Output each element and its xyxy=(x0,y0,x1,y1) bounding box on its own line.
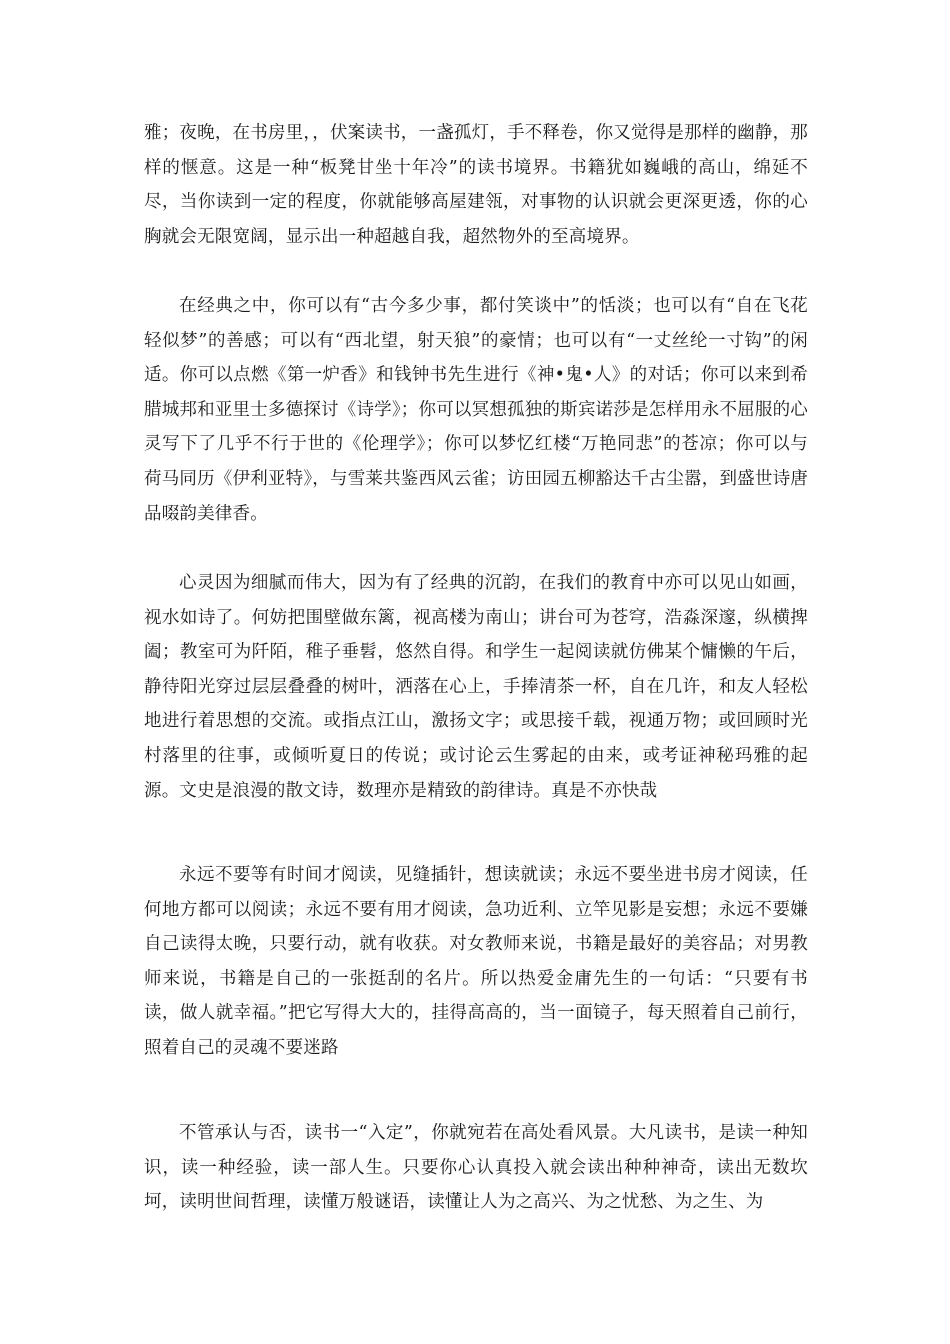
paragraph-3: 心灵因为细腻而伟大，因为有了经典的沉韵，在我们的教育中亦可以见山如画，视水如诗了。何妨把围壁做东篱，视高楼为南山；讲台可为苍穹，浩淼深邃，纵横捭阖；教室可为阡陌，稚子垂髫，悠然自得。和学生一起阅读就仿佛某个慵懒的午后，静待阳光穿过层层叠叠的树叶，洒落在心上，手捧清茶一杯，自在几许，和友人轻松地进行着思想的交流。或指点江山，激扬文字；或思接千载，视通万物；或回顾时光村落里的往事，或倾听夏日的传说；或讨论云生雾起的由来，或考证神秘玛雅的起源。文史是浪漫的散文诗，数理亦是精致的韵律诗。真是不亦快哉 xyxy=(144,573,808,801)
paragraph-2: 在经典之中，你可以有“古今多少事，都付笑谈中”的恬淡；也可以有“自在飞花轻似梦”的善感；可以有“西北望，射天狼”的豪情；也可以有“一丈丝纶一寸钩”的闲适。你可以点燃《第一炉香》和钱钟书先生进行《神•鬼•人》的对话；你可以来到希腊城邦和亚里士多德探讨《诗学》；你可以冥想孤独的斯宾诺莎是怎样用永不屈服的心灵写下了几乎不行于世的《伦理学》；你可以梦忆红楼“万艳同悲”的苍凉；你可以与荷马同历《伊利亚特》，与雪莱共鉴西风云雀；访田园五柳豁达千古尘嚣，到盛世诗唐品啜韵美律香。 xyxy=(144,296,808,524)
paragraph-5: 不管承认与否，读书一“入定”，你就宛若在高处看风景。大凡读书，是读一种知识，读一种经验，读一部人生。只要你心认真投入就会读出种种神奇，读出无数坎坷，读明世间哲理，读懂万般谜语，读懂让人为之高兴、为之忧愁、为之生、为 xyxy=(144,1123,808,1213)
paragraph-4: 永远不要等有时间才阅读，见缝插针，想读就读；永远不要坐进书房才阅读，任何地方都可以阅读；永远不要有用才阅读，急功近利、立竿见影是妄想；永远不要嫌自己读得太晚，只要行动，就有收获。对女教师来说，书籍是最好的美容品；对男教师来说，书籍是自己的一张挺刮的名片。所以热爱金庸先生的一句话：“只要有书读，做人就幸福。”把它写得大大的，挂得高高的，当一面镜子，每天照着自己前行，照着自己的灵魂不要迷路 xyxy=(144,865,808,1058)
paragraph-1: 雅；夜晚，在书房里，，伏案读书，一盏孤灯，手不释卷，你又觉得是那样的幽静，那样的惬意。这是一种“板凳甘坐十年冷”的读书境界。书籍犹如巍峨的高山，绵延不尽，当你读到一定的程度，你就能够高屋建瓴，对事物的认识就会更深更透，你的心胸就会无限宽阔，显示出一种超越自我，超然物外的至高境界。 xyxy=(144,123,808,247)
